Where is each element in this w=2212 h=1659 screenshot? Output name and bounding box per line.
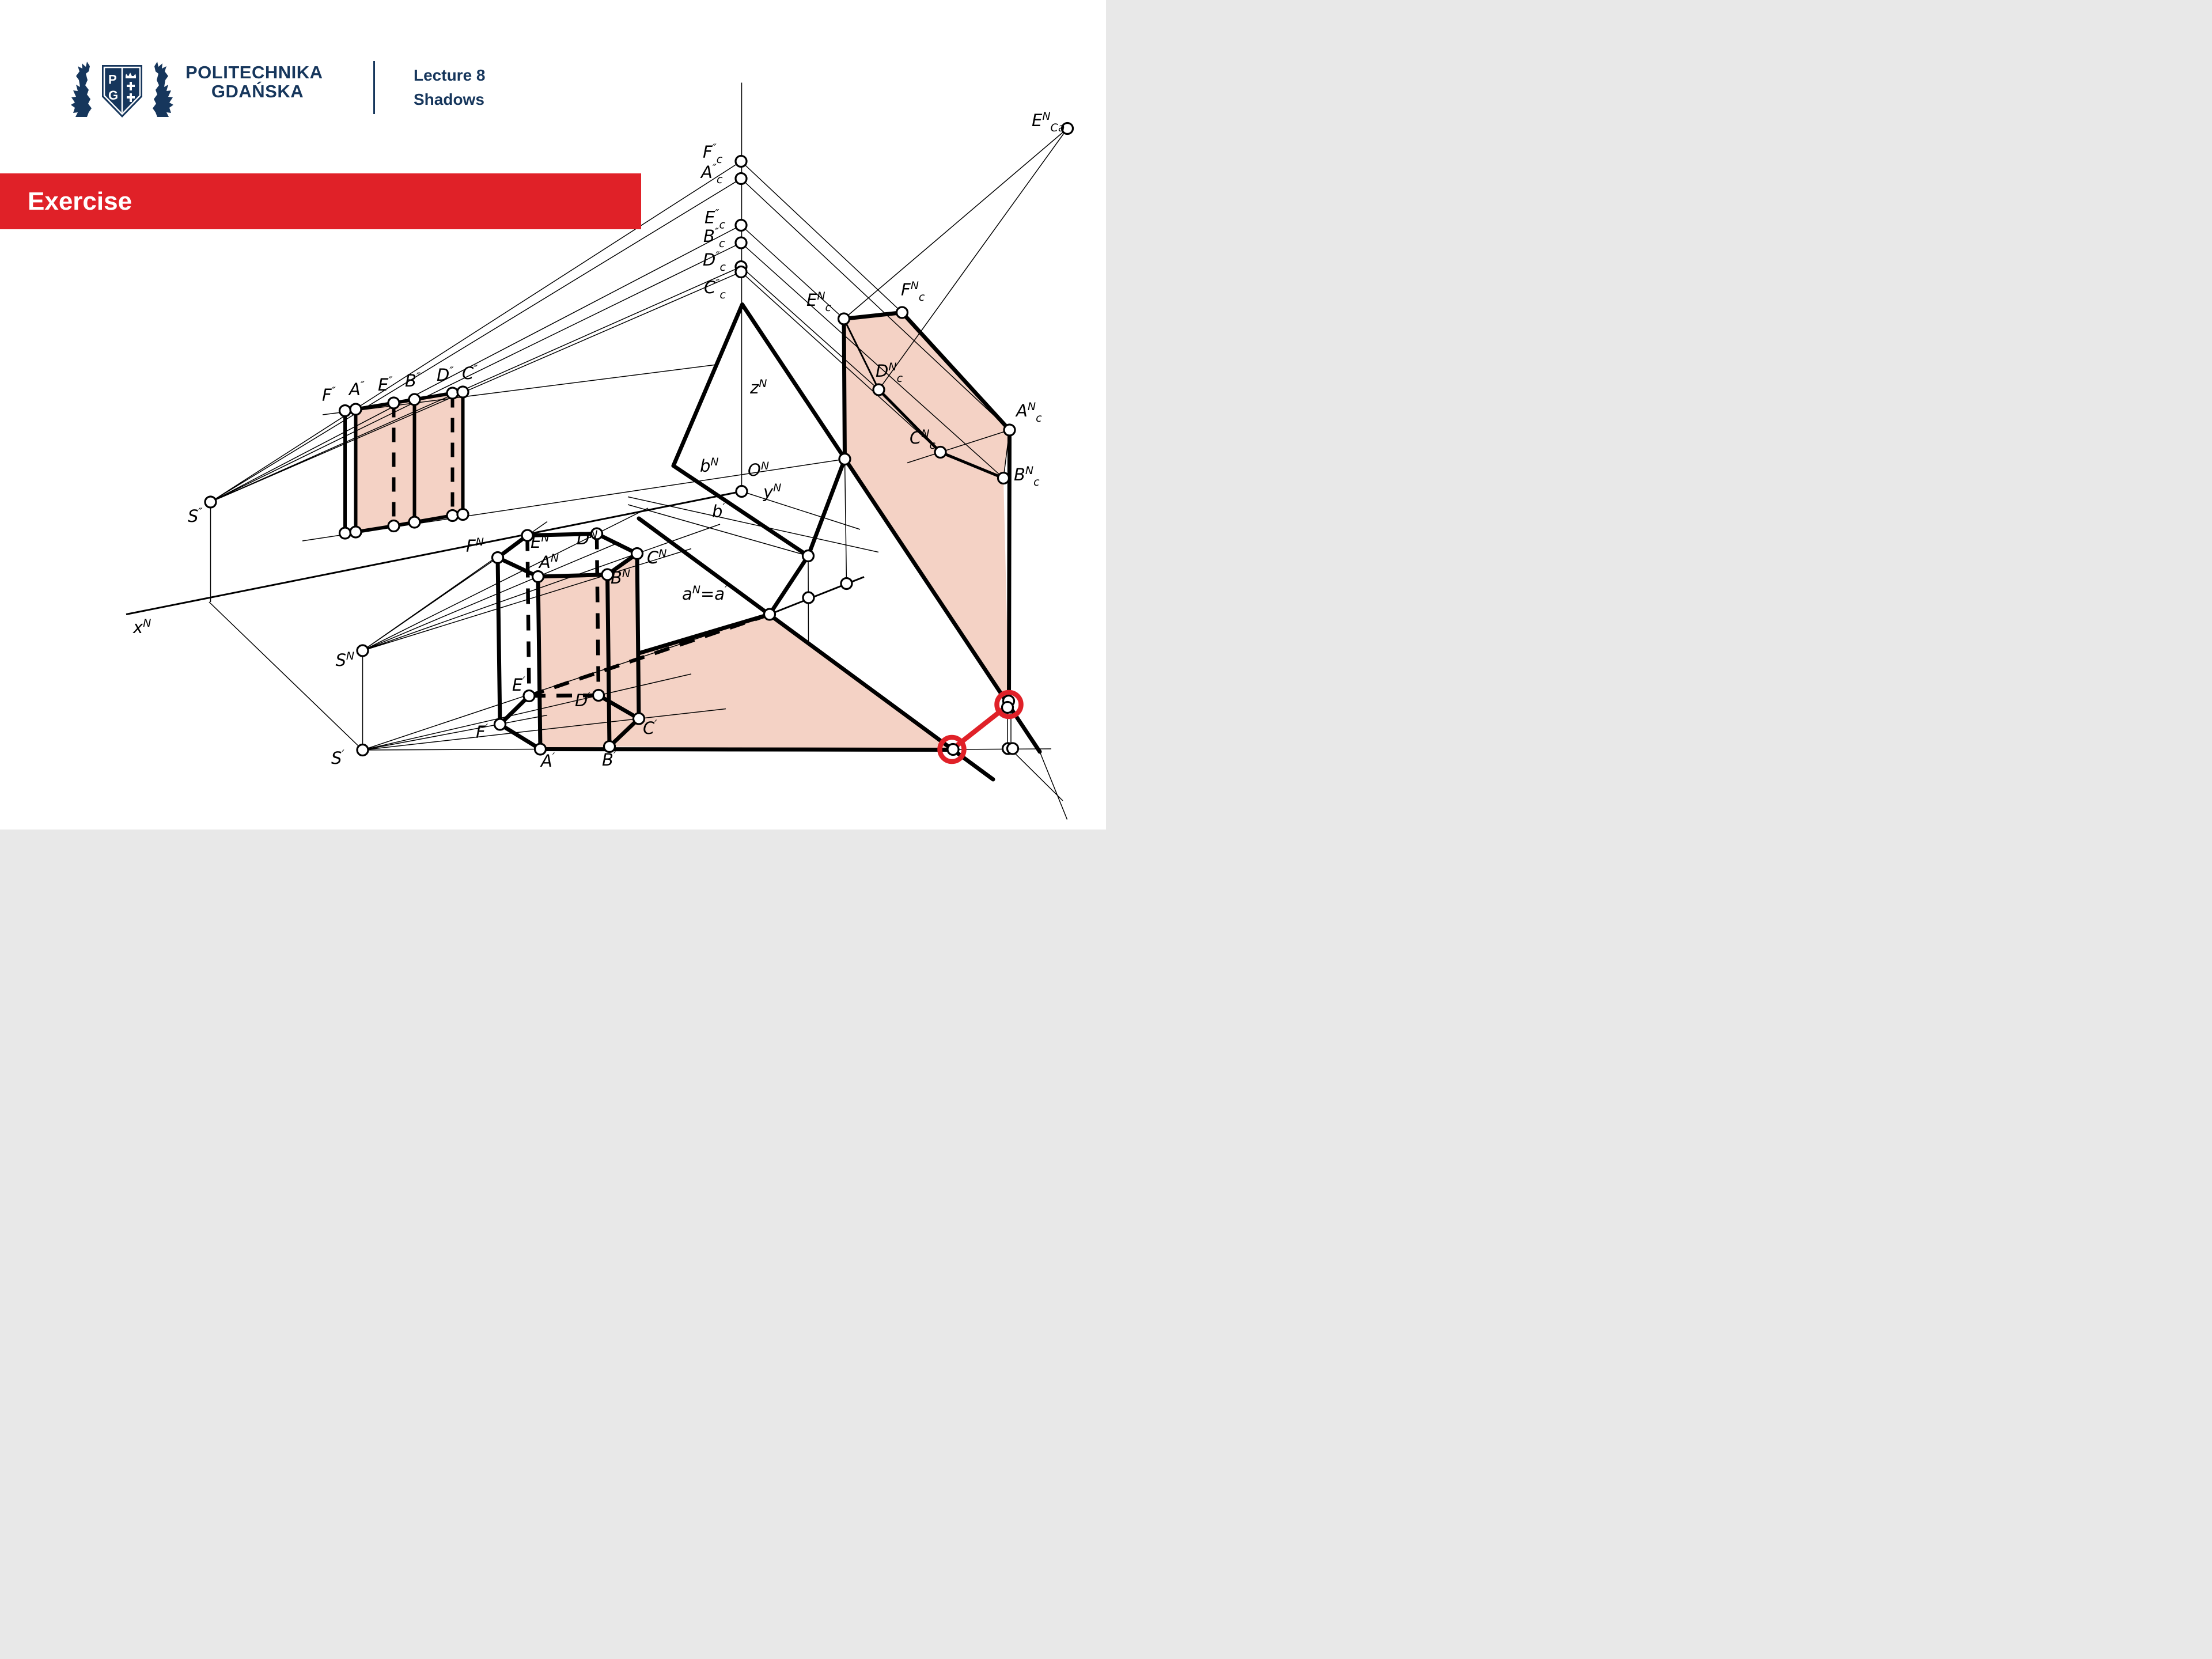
point-D1: [593, 690, 604, 701]
point-C2-bot: [457, 509, 468, 520]
university-logo: [65, 53, 180, 123]
point-A2-bot: [350, 527, 361, 537]
lecture-topic: Shadows: [414, 90, 484, 108]
label-zN: $z^N$: [750, 377, 767, 397]
shadow-fills: [356, 313, 1010, 750]
ground-shadow-region: [609, 615, 952, 750]
label-yN: $y^N$: [763, 482, 782, 502]
drop-verticals: [808, 459, 847, 643]
label-A2: A″: [349, 379, 365, 399]
label-FN: $F^N$: [466, 536, 484, 556]
point-C2c: [736, 267, 747, 278]
label-ON: $O^N$: [748, 460, 770, 480]
logo-monogram-g: G: [108, 88, 119, 103]
point-DNc: [873, 384, 884, 395]
point-S2: [205, 497, 216, 507]
point-CNc: [935, 447, 946, 458]
label-DN: $D^N$: [577, 528, 598, 548]
point-wall-corner: [839, 454, 850, 465]
label-aNa1: $a^N=a'$: [682, 584, 728, 604]
label-BNc: $B^N_c$: [1014, 464, 1040, 488]
label-BN: $B^N$: [611, 567, 631, 588]
label-F2: F″: [322, 385, 336, 405]
label-A1: A′: [541, 751, 555, 771]
header-divider: [373, 61, 375, 114]
label-CNc: $C^N_c$: [910, 427, 935, 452]
point-M1: [803, 592, 814, 603]
label-AN: $A^N$: [539, 552, 559, 572]
label-F2c: $F''_c$: [703, 142, 723, 166]
section-banner: [0, 173, 641, 229]
label-F1: F′: [476, 722, 488, 742]
label-ENCa: $E^N_{Ca}$: [1032, 110, 1065, 134]
label-b1: b′: [712, 501, 725, 521]
label-S1: S′: [331, 748, 344, 768]
label-D1: D′: [575, 690, 590, 710]
point-F1: [495, 719, 506, 730]
point-AN: [533, 571, 544, 582]
point-F2-top: [340, 406, 351, 416]
point-E2-bot: [388, 521, 399, 532]
projection-panel-region: [356, 392, 463, 532]
label-CN: $C^N$: [647, 547, 667, 567]
point-F2c: [736, 156, 747, 167]
label-E1: E′: [512, 675, 525, 695]
label-C2c: $C''_c$: [704, 277, 726, 301]
point-CN: [632, 548, 643, 559]
point-r1-inner-b: [1002, 702, 1013, 713]
point-w-b: [1007, 743, 1018, 754]
point-SN: [357, 645, 368, 656]
point-M2: [841, 578, 852, 589]
point-B2-bot: [409, 517, 420, 528]
lecture-info: [414, 63, 486, 112]
descriptive-geometry-drawing: [0, 0, 1106, 830]
s2-drop-line: [209, 502, 363, 751]
point-B2-top: [409, 394, 420, 405]
label-SN: $S^N$: [335, 650, 355, 670]
university-name-line2: GDAŃSKA: [211, 81, 304, 101]
point-C2-top: [457, 387, 468, 397]
point-S1: [357, 745, 368, 756]
lecture-number: Lecture 8: [414, 66, 486, 84]
lion-left-icon: [71, 62, 92, 117]
point-E2-top: [388, 397, 399, 408]
label-B2: B″: [405, 370, 421, 391]
section-title: Exercise: [28, 187, 132, 215]
point-FNc: [897, 307, 908, 318]
label-C1: C′: [643, 718, 657, 738]
lion-right-icon: [153, 62, 173, 117]
slide: [0, 0, 1106, 830]
point-FN: [493, 552, 503, 563]
point-ON: [736, 486, 747, 497]
label-E2: E″: [378, 374, 393, 395]
label-D2c: $D''_c$: [703, 249, 726, 274]
label-ENc: $E^N_c$: [806, 290, 831, 314]
label-B1: B′: [602, 749, 616, 770]
point-A2-top: [350, 404, 361, 415]
university-name-line1: POLITECHNIKA: [185, 62, 323, 82]
label-D2: D″: [437, 365, 454, 385]
label-B2c: $B''_c$: [703, 226, 725, 250]
label-E2c: $E''_c$: [704, 207, 725, 232]
point-BNc: [998, 473, 1009, 484]
label-xN: $x^N$: [133, 617, 151, 637]
point-A2c: [736, 173, 747, 184]
point-E1: [524, 691, 535, 702]
point-P-ground: [764, 609, 775, 620]
label-A2c: $A''_c$: [701, 162, 723, 186]
point-J: [803, 551, 814, 562]
point-ENc: [839, 313, 850, 324]
logo-monogram-p: P: [108, 72, 117, 87]
point-r2-inner: [948, 744, 959, 755]
university-name: [185, 63, 329, 101]
label-S2: S″: [188, 506, 203, 526]
point-D2-bot: [447, 510, 458, 521]
label-C2: C″: [462, 363, 478, 383]
point-E2c: [736, 220, 747, 231]
point-B2c: [736, 237, 747, 248]
wall-shadow-region: [844, 313, 1010, 706]
ground-base-shadow-line: [540, 749, 952, 750]
point-ANc: [1004, 425, 1015, 435]
label-ANc: $A^N_c$: [1016, 400, 1042, 425]
bottom-right-lines: [952, 749, 1067, 820]
point-F2-bot: [340, 528, 351, 539]
label-DNc: $D^N_c$: [876, 361, 903, 385]
label-bN: $b^N$: [700, 456, 719, 476]
label-FNc: $F^N_c$: [901, 279, 925, 304]
label-EN: $E^N$: [531, 532, 550, 552]
point-D2-top: [447, 388, 458, 399]
